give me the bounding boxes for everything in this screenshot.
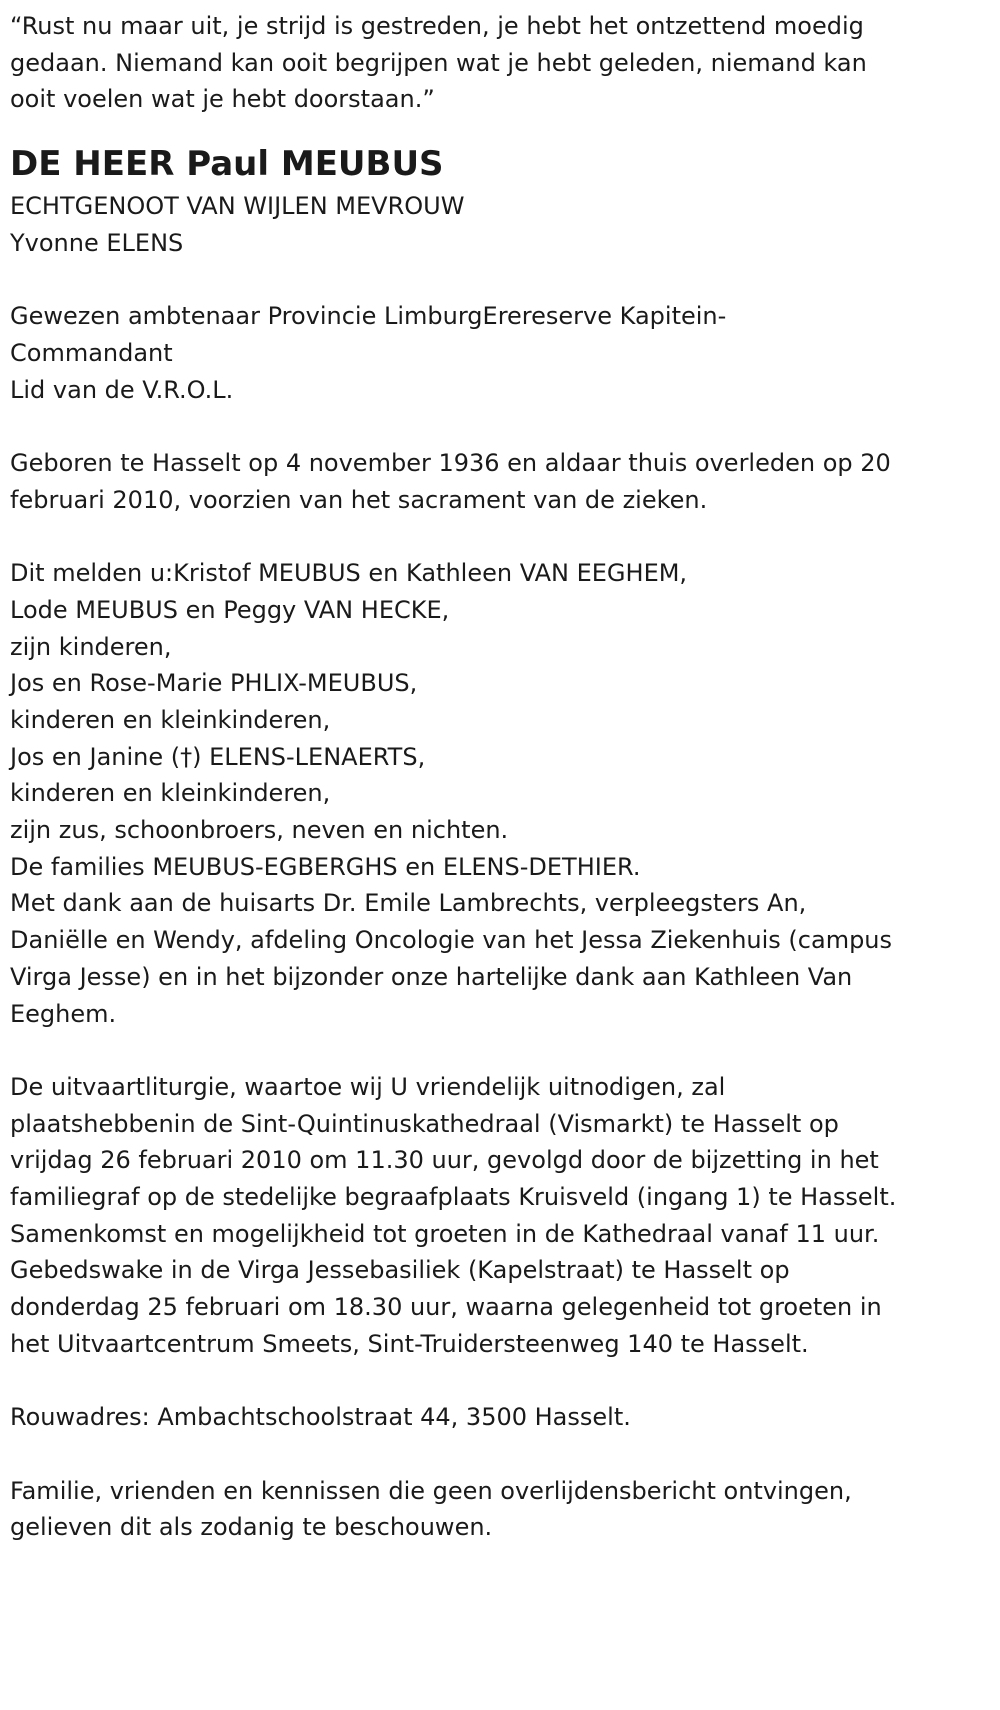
spacer bbox=[10, 408, 990, 445]
announcement-line: Dit melden u:Kristof MEUBUS en Kathleen VAN EEGHEM, bbox=[10, 559, 688, 588]
closing-line: gelieven dit als zodanig te beschouwen. bbox=[10, 1513, 493, 1542]
funeral-line: De uitvaartliturgie, waartoe wij U vriendelijk uitnodigen, zal bbox=[10, 1072, 726, 1101]
funeral-line: vrijdag 26 februari 2010 om 11.30 uur, gevolgd door de bijzetting in het bbox=[10, 1146, 879, 1175]
career-line: Commandant bbox=[10, 338, 173, 367]
announcement-line: kinderen en kleinkinderen, bbox=[10, 705, 331, 734]
career-line: Gewezen ambtenaar Provincie LimburgErereserve Kapitein- bbox=[10, 302, 727, 331]
quote-line: ooit voelen wat je hebt doorstaan.” bbox=[10, 85, 435, 114]
announcement-line: zijn kinderen, bbox=[10, 632, 172, 661]
address-line: Rouwadres: Ambachtschoolstraat 44, 3500 Hasselt. bbox=[10, 1403, 631, 1432]
birth-death-paragraph bbox=[10, 445, 990, 518]
funeral-line: donderdag 25 februari om 18.30 uur, waarna gelegenheid tot groeten in bbox=[10, 1293, 882, 1322]
funeral-line: Samenkomst en mogelijkheid tot groeten in de Kathedraal vanaf 11 uur. bbox=[10, 1219, 880, 1248]
funeral-paragraph bbox=[10, 1069, 990, 1363]
announcement-line: Jos en Rose-Marie PHLIX-MEUBUS, bbox=[10, 669, 418, 698]
announcement-line: Virga Jesse) en in het bijzonder onze hartelijke dank aan Kathleen Van bbox=[10, 962, 853, 991]
announcement-paragraph bbox=[10, 555, 990, 1032]
announcement-line: Lode MEUBUS en Peggy VAN HECKE, bbox=[10, 595, 450, 624]
funeral-line: familiegraf op de stedelijke begraafplaats Kruisveld (ingang 1) te Hasselt. bbox=[10, 1183, 897, 1212]
closing-line: Familie, vrienden en kennissen die geen overlijdensbericht ontvingen, bbox=[10, 1476, 852, 1505]
announcement-line: Met dank aan de huisarts Dr. Emile Lambrechts, verpleegsters An, bbox=[10, 889, 807, 918]
announcement-line: Jos en Janine (†) ELENS-LENAERTS, bbox=[10, 742, 426, 771]
quote-line: gedaan. Niemand kan ooit begrijpen wat je hebt geleden, niemand kan bbox=[10, 48, 867, 77]
spouse-line: ECHTGENOOT VAN WIJLEN MEVROUW bbox=[10, 192, 465, 221]
spacer bbox=[10, 1436, 990, 1473]
birth-death-line: februari 2010, voorzien van het sacrament van de zieken. bbox=[10, 485, 708, 514]
career-line: Lid van de V.R.O.L. bbox=[10, 375, 234, 404]
address-paragraph bbox=[10, 1399, 990, 1436]
birth-death-line: Geboren te Hasselt op 4 november 1936 en aldaar thuis overleden op 20 bbox=[10, 449, 891, 477]
closing-paragraph bbox=[10, 1473, 990, 1546]
funeral-line: plaatshebbenin de Sint-Quintinuskathedraal (Vismarkt) te Hasselt op bbox=[10, 1109, 839, 1138]
spouse-paragraph bbox=[10, 188, 990, 261]
quote-paragraph bbox=[10, 8, 990, 118]
spacer bbox=[10, 1032, 990, 1069]
announcement-line: zijn zus, schoonbroers, neven en nichten. bbox=[10, 816, 509, 845]
announcement-line: De families MEUBUS-EGBERGHS en ELENS-DETHIER. bbox=[10, 852, 641, 881]
quote-line: “Rust nu maar uit, je strijd is gestreden, je hebt het ontzettend moedig bbox=[10, 12, 864, 40]
spacer bbox=[10, 1363, 990, 1400]
career-paragraph bbox=[10, 298, 990, 408]
announcement-line: Daniëlle en Wendy, afdeling Oncologie van het Jessa Ziekenhuis (campus bbox=[10, 926, 893, 955]
spacer bbox=[10, 518, 990, 555]
spacer bbox=[10, 262, 990, 299]
announcement-line: kinderen en kleinkinderen, bbox=[10, 779, 331, 808]
announcement-line: Eeghem. bbox=[10, 999, 117, 1028]
deceased-name-title: DE HEER Paul MEUBUS bbox=[10, 144, 444, 185]
funeral-line: het Uitvaartcentrum Smeets, Sint-Truidersteenweg 140 te Hasselt. bbox=[10, 1329, 809, 1358]
spouse-line: Yvonne ELENS bbox=[10, 228, 184, 257]
funeral-line: Gebedswake in de Virga Jessebasiliek (Kapelstraat) te Hasselt op bbox=[10, 1256, 790, 1285]
